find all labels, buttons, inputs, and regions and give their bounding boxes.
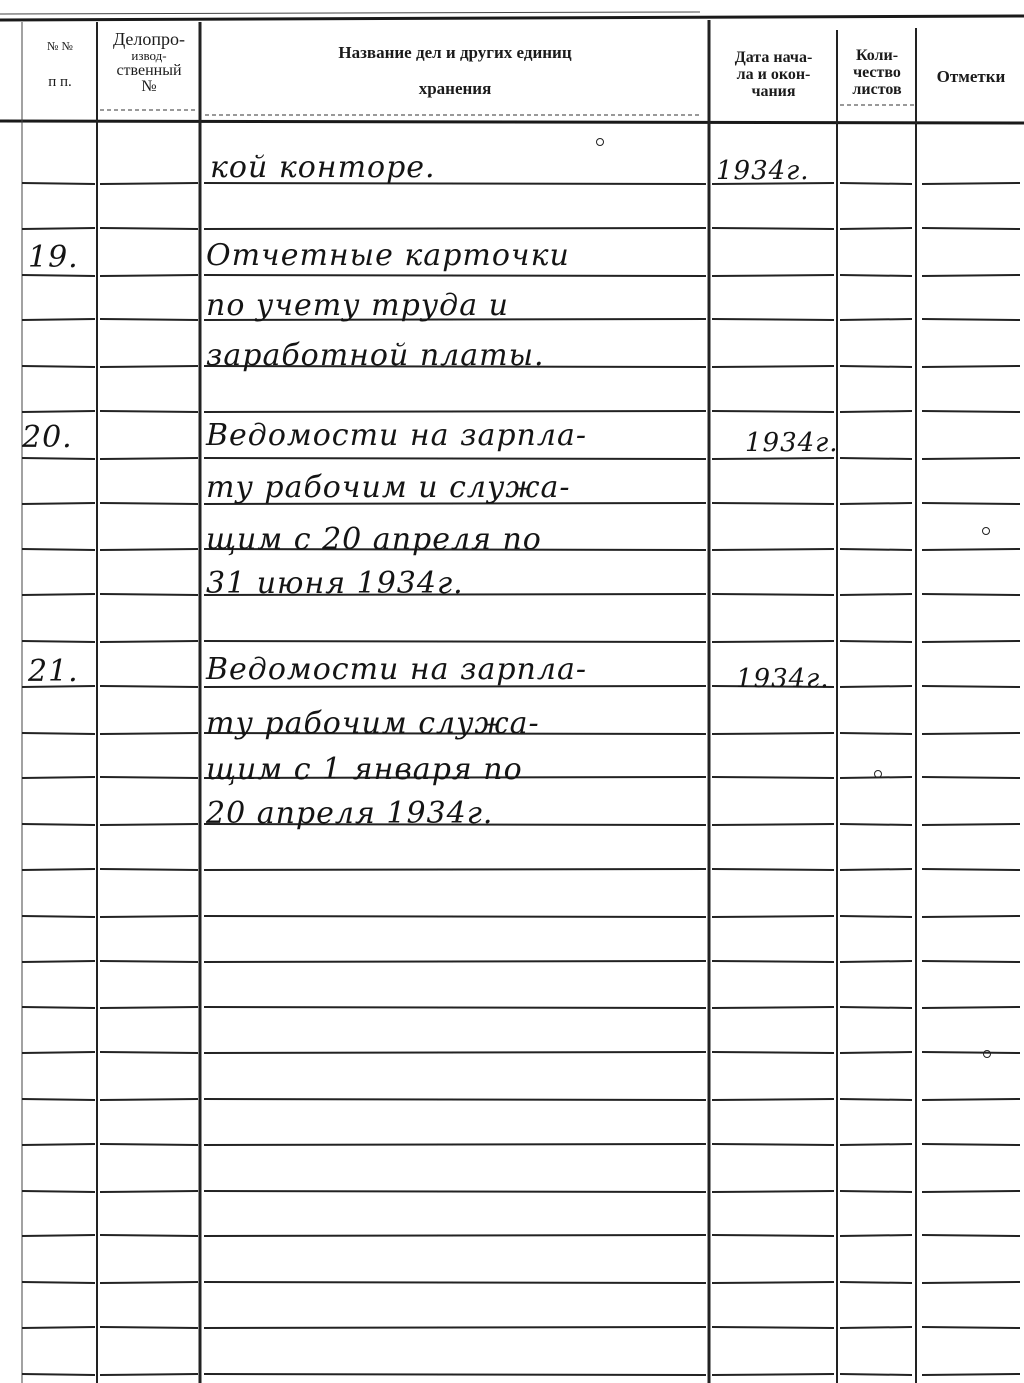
header-col-qty-line1: Коли-: [855, 47, 899, 64]
ruled-line: [100, 549, 198, 550]
entry-text-line: ту рабочим служа-: [206, 706, 540, 741]
ruled-line: [204, 1282, 706, 1283]
ruled-line: [100, 869, 198, 870]
ruled-line: [712, 1327, 834, 1328]
ruled-line: [840, 275, 912, 276]
ruled-line: [100, 275, 198, 276]
ruled-line: [922, 1191, 1020, 1192]
entry-number: 19.: [28, 240, 79, 275]
ruled-line: [922, 594, 1020, 595]
ruled-line: [22, 549, 95, 550]
ruled-line: [840, 1052, 912, 1053]
header-col-qty-line3: листов: [852, 80, 902, 98]
ruled-line: [22, 503, 95, 504]
ruled-line: [22, 228, 95, 229]
ruled-line: [22, 824, 95, 825]
entry-number: 20.: [22, 420, 73, 455]
ruled-line: [100, 1144, 198, 1145]
ruled-line: [712, 1007, 834, 1008]
entry-text-line: по учету труда и: [206, 288, 509, 323]
ruled-line: [922, 1052, 1020, 1053]
ruled-line: [100, 319, 198, 320]
header-col-delo-line4: №: [141, 78, 157, 96]
ruled-line: [100, 503, 198, 504]
ruled-line: [922, 228, 1020, 229]
ruled-line: [840, 1144, 912, 1145]
ruled-line: [840, 1191, 912, 1192]
ruled-line: [840, 686, 912, 687]
ruled-line: [22, 366, 95, 367]
header-col-name: [205, 44, 705, 98]
ruled-line: [922, 733, 1020, 734]
ruled-line: [204, 1327, 706, 1328]
ruled-line: [712, 869, 834, 870]
entry-text-line: заработной платы.: [206, 338, 545, 373]
ruled-line: [922, 275, 1020, 276]
ruled-line: [22, 1235, 95, 1236]
ruled-line: [840, 549, 912, 550]
ruled-line: [100, 228, 198, 229]
ruled-line: [922, 869, 1020, 870]
ruled-line: [22, 641, 95, 642]
ruled-line: [922, 777, 1020, 778]
ruled-line: [22, 275, 95, 276]
ruled-line: [712, 824, 834, 825]
ruled-line: [840, 228, 912, 229]
entry-text-line: Ведомости на зарпла-: [206, 652, 587, 687]
ruled-line: [922, 1282, 1020, 1283]
ruled-line: [204, 458, 706, 459]
ruled-line: [100, 686, 198, 687]
ruled-line: [100, 641, 198, 642]
ruled-line: [100, 594, 198, 595]
ruled-line: [922, 183, 1020, 184]
ruled-line: [204, 961, 706, 962]
ink-speck: [596, 138, 604, 146]
header-col-delo-line3: ственный: [116, 61, 182, 79]
header-col-name-line2: хранения: [418, 78, 492, 98]
ruled-line: [100, 916, 198, 917]
ruled-line: [100, 1052, 198, 1053]
entry-text-line: щим с 20 апреля по: [206, 522, 542, 557]
ruled-line: [100, 1374, 198, 1375]
ruled-line: [204, 275, 706, 276]
ruled-line: [922, 1144, 1020, 1145]
ruled-line: [22, 1007, 95, 1008]
ruled-line: [100, 1191, 198, 1192]
ruled-line: [100, 961, 198, 962]
ruled-line: [922, 824, 1020, 825]
ruled-line: [712, 1144, 834, 1145]
ruled-line: [100, 824, 198, 825]
ruled-line: [840, 1099, 912, 1100]
header-col-num-line2: п п.: [48, 73, 72, 90]
ruled-line: [840, 733, 912, 734]
ruled-line: [204, 916, 706, 917]
header-col-date: [712, 50, 835, 100]
ruled-line: [100, 1007, 198, 1008]
ruled-line: [840, 594, 912, 595]
ruled-line: [22, 1144, 95, 1145]
ruled-line: [712, 503, 834, 504]
ruled-line: [204, 1235, 706, 1236]
ruled-line: [840, 869, 912, 870]
ruled-line: [922, 549, 1020, 550]
ruled-line: [204, 641, 706, 642]
ruled-line: [712, 961, 834, 962]
entry-text-line: щим с 1 января по: [206, 752, 523, 787]
ruled-line: [922, 411, 1020, 412]
ruled-line: [922, 961, 1020, 962]
ink-speck: [982, 527, 990, 535]
ruled-line: [922, 1007, 1020, 1008]
ruled-line: [922, 458, 1020, 459]
ruled-line: [22, 1327, 95, 1328]
ruled-line: [100, 1235, 198, 1236]
ruled-line: [712, 594, 834, 595]
ruled-line: [840, 319, 912, 320]
ruled-line: [204, 1099, 706, 1100]
ruled-line: [712, 549, 834, 550]
ruled-line: [712, 777, 834, 778]
ruled-line: [922, 1374, 1020, 1375]
ruled-line: [840, 641, 912, 642]
ruled-line: [22, 961, 95, 962]
ruled-line: [712, 319, 834, 320]
entry-date: 1934г.: [716, 156, 810, 186]
ruled-line: [712, 275, 834, 276]
ruled-line: [22, 411, 95, 412]
ruled-line: [22, 1052, 95, 1053]
entry-number: 21.: [28, 654, 79, 689]
header-col-delo-line2: извод-: [131, 47, 167, 63]
ruled-line: [204, 1144, 706, 1145]
ruled-line: [840, 366, 912, 367]
ruled-line: [712, 458, 834, 459]
header-col-notes: Отметки: [936, 67, 1006, 86]
ruled-line: [22, 733, 95, 734]
header-col-name-line1: Название дел и других единиц: [338, 43, 572, 62]
ruled-line: [100, 1099, 198, 1100]
entry-text-line: Отчетные карточки: [206, 238, 570, 273]
ruled-line: [204, 869, 706, 870]
entry-date: 1934г.: [736, 664, 830, 694]
entry-text-line: Ведомости на зарпла-: [206, 418, 587, 453]
entry-date: 1934г.: [745, 428, 839, 458]
ruled-line: [712, 1191, 834, 1192]
header-col-num-line1: № №: [47, 39, 73, 53]
ruled-line: [712, 366, 834, 367]
ruled-line: [840, 183, 912, 184]
ruled-line: [22, 869, 95, 870]
ruled-line: [840, 824, 912, 825]
ruled-line: [840, 1374, 912, 1375]
ruled-line: [840, 961, 912, 962]
ruled-line: [922, 319, 1020, 320]
ruled-line: [22, 458, 95, 459]
ruled-line: [204, 1052, 706, 1053]
ruled-line: [204, 1374, 706, 1375]
ruled-line: [100, 1327, 198, 1328]
ink-speck: [874, 770, 882, 778]
header-col-num: [26, 40, 94, 90]
entry-text-line: 31 июня 1934г.: [206, 566, 464, 601]
ruled-line: [922, 641, 1020, 642]
ruled-line: [100, 366, 198, 367]
ruled-line: [22, 777, 95, 778]
ruled-line: [22, 319, 95, 320]
ruled-line: [712, 1282, 834, 1283]
header-col-qty: [839, 48, 915, 98]
ruled-line: [712, 916, 834, 917]
header-col-date-line3: чания: [751, 82, 796, 100]
ruled-line: [22, 1374, 95, 1375]
header-col-delo: [100, 30, 198, 96]
ruled-line: [712, 641, 834, 642]
ruled-line: [712, 733, 834, 734]
ruled-line: [840, 503, 912, 504]
ruled-line: [204, 228, 706, 229]
ruled-line: [840, 1235, 912, 1236]
ruled-line: [712, 1374, 834, 1375]
ruled-line: [840, 458, 912, 459]
ruled-line: [712, 411, 834, 412]
ruled-line: [100, 1282, 198, 1283]
ruled-line: [22, 594, 95, 595]
ruled-line: [100, 458, 198, 459]
ruled-line: [922, 1327, 1020, 1328]
ruled-line: [840, 1007, 912, 1008]
ruled-line: [922, 916, 1020, 917]
ruled-line: [100, 733, 198, 734]
ruled-line: [100, 777, 198, 778]
header-col-date-line2: ла и окон-: [736, 65, 811, 83]
ruled-line: [840, 411, 912, 412]
ruled-line: [204, 411, 706, 412]
ruled-line: [22, 1282, 95, 1283]
ruled-line: [840, 916, 912, 917]
ruled-line: [22, 916, 95, 917]
ruled-line: [22, 1191, 95, 1192]
ruled-line: [204, 1007, 706, 1008]
ruled-line: [712, 1235, 834, 1236]
ruled-line: [840, 1282, 912, 1283]
ruled-line: [22, 1099, 95, 1100]
ruled-line: [712, 1099, 834, 1100]
ruled-line: [204, 1191, 706, 1192]
ink-speck: [983, 1050, 991, 1058]
ruled-line: [922, 366, 1020, 367]
ruled-line: [922, 1235, 1020, 1236]
ruled-line: [22, 183, 95, 184]
entry-text-line: 20 апреля 1934г.: [206, 796, 494, 831]
entry-text-line: кой конторе.: [210, 150, 436, 185]
ruled-line: [922, 1099, 1020, 1100]
ruled-line: [712, 228, 834, 229]
header-col-date-line1: Дата нача-: [734, 49, 813, 66]
ruled-line: [712, 1052, 834, 1053]
ruled-line: [100, 183, 198, 184]
header-col-qty-line2: чество: [853, 63, 901, 81]
header-col-delo-line1: Делопро-: [112, 29, 186, 49]
ruled-line: [840, 1327, 912, 1328]
ruled-line: [100, 411, 198, 412]
entry-text-line: ту рабочим и служа-: [206, 470, 571, 505]
ruled-line: [922, 503, 1020, 504]
ruled-line: [922, 686, 1020, 687]
